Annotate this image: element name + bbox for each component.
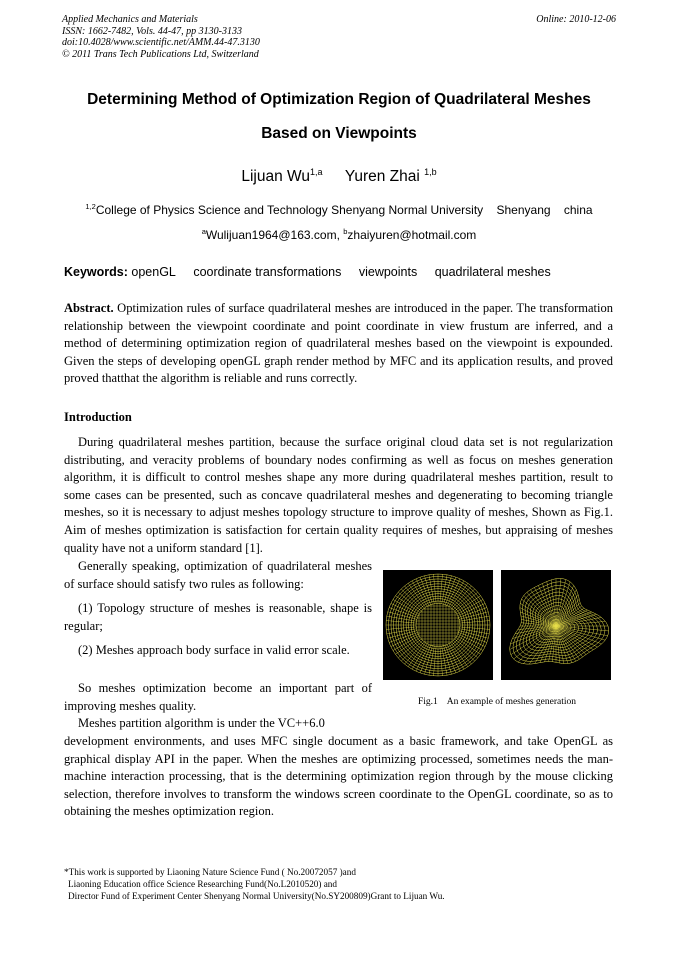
paper-title-line2: Based on Viewpoints [261, 125, 417, 142]
keyword-item: openGL [131, 265, 176, 279]
keywords [64, 265, 551, 279]
abstract-label: Abstract. [64, 301, 114, 315]
author-superscript: 1,b [424, 167, 437, 177]
intro-paragraph-6-cont: development environments, and uses MFC single document as a basic framework, and take OpenGL as graphical display API in the paper. When the meshes are optimizing processed, sometimes needs the man-machine interaction processing, that is the determining optimization region through by the mouse clicking selection, therefore involves to transform the windows screen coordinate to the OpenGL coordinate, so as to obtaining the meshes optimization region. [64, 734, 613, 819]
intro-paragraph-6-start: Meshes partition algorithm is under the VC++6.0 [78, 716, 325, 730]
footnote-line: Director Fund of Experiment Center Shenyang Normal University(No.SY200809)Grant to Lijuan Wu. [68, 891, 445, 901]
journal-header [62, 14, 362, 60]
intro-paragraph-3: (1) Topology structure of meshes is reasonable, shape is regular; [64, 601, 372, 633]
affiliation [0, 202, 678, 217]
abstract [64, 300, 613, 388]
email-a-superscript: a [201, 227, 206, 236]
footnote-line: Liaoning Education office Science Researching Fund(No.L2010520) and [68, 879, 337, 889]
intro-paragraph-1: During quadrilateral meshes partition, because the surface original cloud data set is not regularization distributing, and veracity problems of boundary nodes confirming as well as focus on meshes generation algorithm, it is difficult to control meshes shape any more during quadrilateral meshes partition, result to some cases can be presented, such as concave quadrilateral meshes and degenerating to becoming triangle meshes, so it is necessary to adjust meshes topology structure to improve quality of meshes, Shown as Fig.1. Aim of meshes optimization is satisfaction for certain quality requires of meshes, but appraising of meshes quality have not a uniform standard [1]. [64, 435, 613, 555]
intro-paragraph-5: So meshes optimization become an important part of improving meshes quality. [64, 681, 372, 713]
mesh-torus-image [383, 570, 493, 680]
figure-1 [383, 570, 611, 680]
author-name: Lijuan Wu [241, 168, 310, 186]
author-name: Yuren Zhai [344, 168, 420, 186]
section-heading-introduction: Introduction [64, 410, 132, 424]
email-b: zhaiyuren@hotmail.com [347, 228, 477, 242]
mesh-surface-image [501, 570, 611, 680]
footnote [64, 866, 445, 902]
email-a: Wulijuan1964@163.com, [205, 228, 344, 242]
keyword-item: viewpoints [358, 265, 418, 279]
affiliation-superscript: 1,2 [85, 202, 96, 211]
keyword-item: coordinate transformations [193, 265, 342, 279]
keywords-label: Keywords: [64, 265, 128, 279]
author-emails [0, 227, 678, 242]
footnote-line: *This work is supported by Liaoning Nature Science Fund ( No.20072057 )and [64, 867, 356, 877]
keyword-item: quadrilateral meshes [434, 265, 551, 279]
abstract-text: Optimization rules of surface quadrilateral meshes are introduced in the paper. The transformation relationship between the viewpoint coordinate and point coordinate in view frustum are inferred, and a method of determining optimization region of quadrilateral meshes based on the viewpoint is expounded. Given the steps of developing openGL graph render method by MFC and its application results, and proved proved thatthat the algorithm is reliable and runs correctly. [64, 301, 613, 386]
paper-title-line1: Determining Method of Optimization Region of Quadrilateral Meshes [87, 91, 591, 108]
author-superscript: 1,a [310, 167, 323, 177]
online-date: Online: 2010-12-06 [536, 14, 616, 25]
intro-paragraph-2: Generally speaking, optimization of quadrilateral meshes of surface should satisfy two rules as following: [64, 559, 372, 591]
intro-paragraph-4: (2) Meshes approach body surface in valid error scale. [78, 643, 350, 657]
email-b-superscript: b [343, 227, 348, 236]
author-list [0, 167, 678, 186]
journal-name: Applied Mechanics and Materials [62, 14, 198, 25]
figure-caption: Fig.1 An example of meshes generation [417, 697, 577, 707]
affiliation-text: College of Physics Science and Technology Shenyang Normal University Shenyang china [95, 203, 593, 217]
doi-line: doi:10.4028/www.scientific.net/AMM.44-47.3130 [62, 37, 260, 48]
issn-line: ISSN: 1662-7482, Vols. 44-47, pp 3130-3133 [62, 25, 242, 37]
copyright-line: © 2011 Trans Tech Publications Ltd, Switzerland [62, 48, 259, 60]
